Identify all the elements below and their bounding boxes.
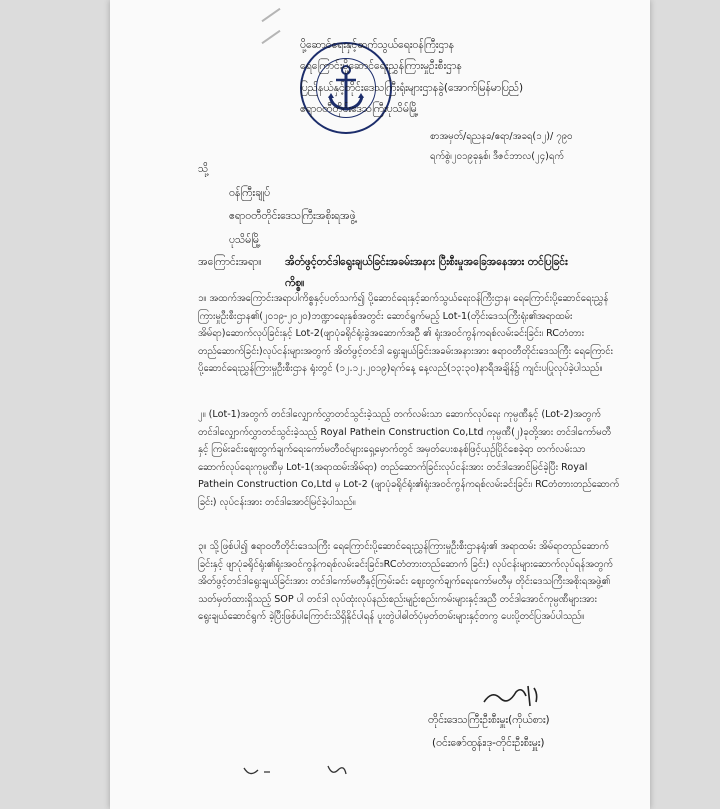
reference-number: စာအမှတ်/ရညနခ/ဧရာ/အခရ(၁၂)/ ၇၉၀	[430, 131, 573, 142]
staple-mark	[261, 8, 280, 22]
recipient-title: ဝန်ကြီးချုပ်	[229, 187, 271, 199]
letterhead-department: ရေကြောင်းပို့ဆောင်ရေးညွှန်ကြားမှုဦးစီးဌာန	[300, 60, 462, 72]
letterhead-ministry: ပို့ဆောင်ရေးနှင့်ဆက်သွယ်ရေးဝန်ကြီးဌာန	[300, 39, 454, 51]
letter-page	[110, 0, 650, 809]
signatory-title: တိုင်းဒေသကြီးဦးစီးမှူး(ကိုယ်စား)	[428, 714, 550, 726]
staple-mark	[261, 30, 280, 44]
paragraph-2: ၂။ (Lot-1)အတွက် တင်ဒါလျှောက်လွှာတင်သွင်းခဲ့သည့် တက်လမ်းသာ ဆောက်လုပ်ရေး ကုမ္ပဏီနှင့် (Lot-2)အတွက် တင်ဒါလျှောက်လွှာတင်သွင်းခဲ့သည့် Royal Pathein Construction Co,Ltd ကုမ္ပဏီ(၂)ခုတို့အား တင်ဒါကော်မတီနှင့် ကြမ်းခင်းဈေးတွက်ချက်ရေးကော်မတီဝင်များရှေ့မှောက်တွင် အမှတ်ပေးစနစ်ဖြင့်ယှဉ်ပြိုင်စေခဲ့ရာ တက်လမ်းသာ ဆောက်လုပ်ရေးကုမ္ပဏီမှ Lot-1(အရာထမ်းအိမ်ရာ) တည်ဆောက်ခြင်းလုပ်ငန်းအား တင်ဒါအောင်မြင်ခဲ့ပြီး Royal Pathein Construction Co,Ltd မှ Lot-2 (ဖျာပုံခရိုင်ရုံး၏ရုံးအဝင်ကွန်ကရစ်လမ်းခင်းခြင်း၊ RCတံတားတည်ဆောက်ခြင်း) လုပ်ငန်းအား တင်ဒါအောင်မြင်ခဲ့ပါသည်။	[198, 409, 620, 508]
letterhead-branch: ပြည်နယ်နှင့်တိုင်းဒေသကြီးရုံးများဌာနခွဲ(အောက်မြန်မာပြည်)	[300, 82, 524, 94]
letter-date: ရက်စွဲ၊၂၀၁၉ခုနှစ်၊ ဒီဇင်ဘာလ(၂၄)ရက်	[430, 151, 564, 162]
letterhead-city: ဧရာဝတီတိုင်းဒေသကြီးပုသိမ်မြို့	[300, 103, 419, 115]
recipient-to: သို့	[198, 163, 209, 175]
handwritten-signature	[478, 680, 548, 710]
subject-label: အကြောင်းအရာ။	[198, 256, 262, 268]
signatory-rank: (ဝင်းဇော်ထွန်း၊ဒု-တိုင်းဦးစီးမှူး)	[432, 737, 545, 749]
subject-text: အိတ်ဖွင့်တင်ဒါရွေးချယ်ခြင်းအခမ်းအနား ပြီးစီးမှုအခြေအနေအား တင်ပြခြင်း	[285, 256, 568, 268]
paragraph-3: ၃။ သို့ဖြစ်ပါ၍ ဧရာဝတီတိုင်းဒေသကြီး ရေကြောင်းပို့ဆောင်ရေးညွှန်ကြားမှုဦးစီးဌာနရုံး၏ အရာထမ်း အိမ်ရာတည်ဆောက်ခြင်းနှင့် ဖျာပုံခရိုင်ရုံး၏ရုံးအဝင်ကွန်ကရစ်လမ်းခင်းခြင်း၊RCတံတားတည်ဆောက် ခြင်း) လုပ်ငန်းများဆောက်လုပ်ရန်အတွက် အိတ်ဖွင့်တင်ဒါရွေးချယ်ခြင်းအား တင်ဒါကော်မတီနှင့်ကြမ်းခင်း ဈေးတွက်ချက်ရေးကော်မတီမှ တိုင်းဒေသကြီးအစိုးရအဖွဲ့၏ သတ်မှတ်ထားရှိသည့် SOP ပါ တင်ဒါ လုပ်ထုံးလုပ်နည်းစည်းမျဉ်းစည်းကမ်းများနှင့်အညီ တင်ဒါအောင်ကုမ္ပဏီများအား ရွေးချယ်ဆောင်ရွက် ခဲ့ပြီးဖြစ်ပါကြောင်းသိရှိနိုင်ပါရန် ပူးတွဲပါဓါတ်ပုံမှတ်တမ်းများနှင့်တကွ ပေးပို့တင်ပြအပ်ပါသည်။	[198, 541, 613, 623]
subject-text-continued: ကိစ္စ။	[285, 277, 305, 289]
handwritten-initials	[240, 760, 360, 784]
paragraph-1: ၁။ အထက်အကြောင်းအရာပါကိစ္စနှင့်ပတ်သက်၍ ပို့ဆောင်ရေးနှင့်ဆက်သွယ်ရေးဝန်ကြီးဌာန၊ ရေကြောင်းပို့ဆောင်ရေးညွှန်ကြားမှုဦးစီးဌာန၏(၂၀၁၉-၂၀၂၀)ဘဏ္ဍာရေးနှစ်အတွင်း ဆောင်ရွက်မည့် Lot-1(တိုင်းဒေသကြီးရုံး၏အရာထမ်းအိမ်ရာ)ဆောက်လုပ်ခြင်းနှင့် Lot-2(ဖျာပုံခရိုင်ရုံးခွဲအဆောက်အဦ ၏ ရုံးအဝင်ကွန်ကရစ်လမ်းခင်းခြင်း၊ RCတံတားတည်ဆောက်ခြင်း)လုပ်ငန်းများအတွက် အိတ်ဖွင့်တင်ဒါ ရွေးချယ်ခြင်းအခမ်းအနားအား ဧရာဝတီတိုင်းဒေသကြီး ရေကြောင်းပို့ဆောင်ရေးညွှန်ကြားမှုဦးစီးဌာန ရုံးတွင် (၁၂.၁၂.၂၀၁၉)ရက်နေ့ နေ့လည်(၁၃:၃၀)နာရီအချိန်၌ ကျင်းပပြုလုပ်ခဲ့ပါသည်။	[198, 293, 613, 375]
recipient-office: ဧရာဝတီတိုင်းဒေသကြီးအစိုးရအဖွဲ့	[229, 210, 356, 222]
recipient-city: ပုသိမ်မြို့	[229, 234, 261, 246]
